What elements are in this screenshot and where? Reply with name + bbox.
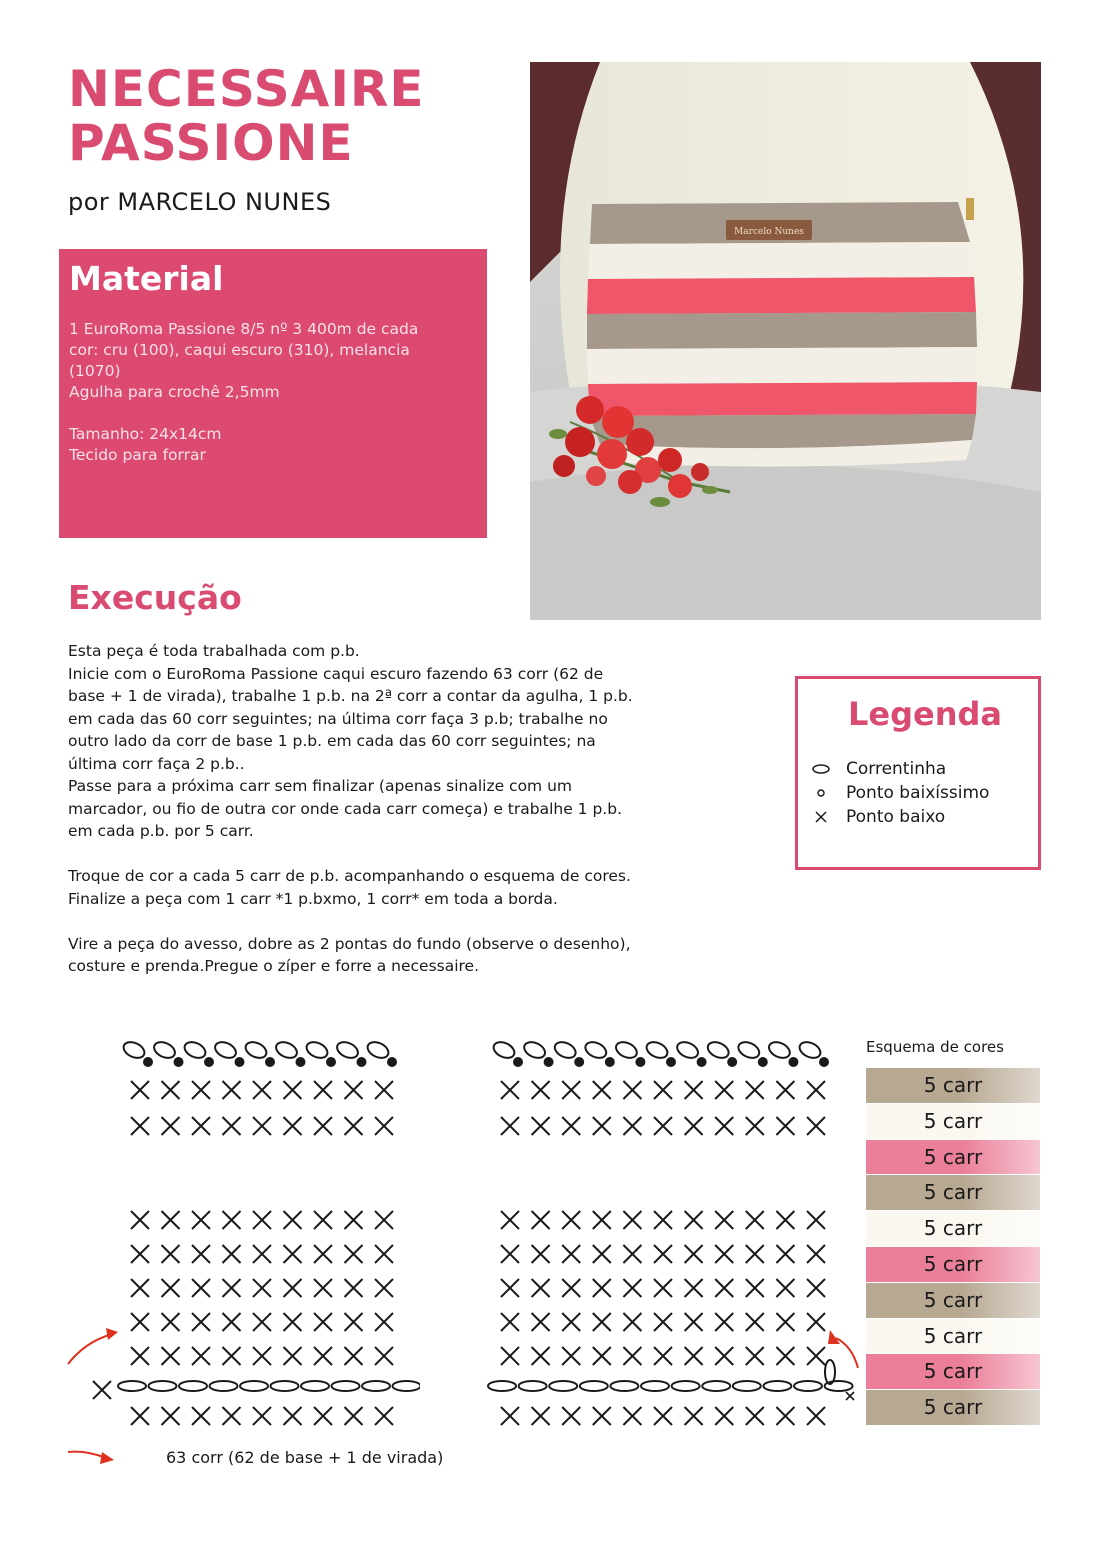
slip-stitch-mark	[758, 1057, 768, 1067]
chain-stitch-mark	[610, 1381, 638, 1391]
single-crochet-mark	[345, 1407, 363, 1425]
slip-stitch-mark	[635, 1057, 645, 1067]
material-line: 1 EuroRoma Passione 8/5 nº 3 400m de cada	[69, 320, 419, 338]
single-crochet-mark	[162, 1347, 180, 1365]
single-crochet-mark	[715, 1117, 733, 1135]
slip-stitch-mark	[666, 1057, 676, 1067]
single-crochet-mark	[314, 1279, 332, 1297]
single-crochet-mark	[284, 1245, 302, 1263]
single-crochet-mark	[685, 1081, 703, 1099]
single-crochet-mark	[746, 1347, 764, 1365]
legend-item-chain: Correntinha	[846, 759, 947, 779]
execucao-line: Troque de cor a cada 5 carr de p.b. acompanhando o esquema de cores.	[68, 867, 631, 885]
single-crochet-mark	[284, 1347, 302, 1365]
single-crochet-mark	[776, 1407, 794, 1425]
single-crochet-mark	[162, 1211, 180, 1229]
single-crochet-mark	[375, 1211, 393, 1229]
chain-stitch-mark	[552, 1039, 578, 1061]
single-crochet-mark	[223, 1279, 241, 1297]
single-crochet-mark	[746, 1279, 764, 1297]
single-crochet-mark	[715, 1313, 733, 1331]
slip-stitch-mark	[727, 1057, 737, 1067]
single-crochet-mark	[375, 1313, 393, 1331]
turn-arrow-head	[828, 1330, 840, 1344]
chain-stitch-mark	[797, 1039, 823, 1061]
color-scheme-row: 5 carr	[866, 1247, 1040, 1283]
single-crochet-mark	[593, 1117, 611, 1135]
single-crochet-mark	[776, 1245, 794, 1263]
execucao-line: Vire a peça do avesso, dobre as 2 pontas do fundo (observe o desenho),	[68, 934, 631, 953]
chain-stitch-mark	[613, 1039, 639, 1061]
single-crochet-mark	[375, 1347, 393, 1365]
single-crochet-mark	[532, 1081, 550, 1099]
color-scheme-row: 5 carr	[866, 1104, 1040, 1140]
single-crochet-mark	[562, 1313, 580, 1331]
single-crochet-mark	[715, 1407, 733, 1425]
execucao-line: costure e prenda.Pregue o zíper e forre a necessaire.	[68, 957, 480, 975]
material-line: Tecido para forrar	[69, 446, 206, 464]
single-crochet-mark	[223, 1313, 241, 1331]
single-crochet-icon	[810, 811, 832, 823]
single-crochet-mark	[562, 1347, 580, 1365]
chain-stitch-mark	[213, 1039, 239, 1061]
chain-stitch-mark	[580, 1381, 608, 1391]
chain-stitch-mark	[304, 1039, 330, 1061]
execucao-spacer	[68, 843, 768, 866]
single-crochet-mark	[532, 1279, 550, 1297]
single-crochet-mark	[131, 1279, 149, 1297]
single-crochet-mark	[131, 1211, 149, 1229]
single-crochet-mark	[532, 1347, 550, 1365]
single-crochet-mark	[162, 1279, 180, 1297]
chain-stitch-mark	[301, 1381, 329, 1391]
slip-stitch-mark	[819, 1057, 829, 1067]
single-crochet-mark	[131, 1081, 149, 1099]
single-crochet-mark	[162, 1313, 180, 1331]
single-crochet-mark	[223, 1211, 241, 1229]
single-crochet-mark	[345, 1347, 363, 1365]
slip-stitch-mark	[788, 1057, 798, 1067]
leather-tag-text: Marcelo Nunes	[734, 227, 804, 237]
single-crochet-mark	[623, 1117, 641, 1135]
chain-stitch-mark	[491, 1039, 517, 1061]
material-box	[59, 249, 487, 538]
single-crochet-mark	[284, 1081, 302, 1099]
single-crochet-mark	[715, 1211, 733, 1229]
single-crochet-mark	[501, 1313, 519, 1331]
single-crochet-mark	[746, 1313, 764, 1331]
single-crochet-mark	[345, 1211, 363, 1229]
page-title	[68, 62, 425, 170]
chain-stitch-mark	[583, 1039, 609, 1061]
single-crochet-mark	[746, 1211, 764, 1229]
single-crochet-mark	[162, 1081, 180, 1099]
single-crochet-mark	[501, 1279, 519, 1297]
single-crochet-mark	[192, 1245, 210, 1263]
single-crochet-mark	[593, 1347, 611, 1365]
single-crochet-mark	[623, 1313, 641, 1331]
legend-box	[795, 676, 1041, 870]
single-crochet-mark	[314, 1407, 332, 1425]
chain-stitch-icon	[810, 763, 832, 775]
single-crochet-mark	[131, 1347, 149, 1365]
single-crochet-mark	[253, 1407, 271, 1425]
footnote: 63 corr (62 de base + 1 de virada)	[166, 1448, 444, 1467]
single-crochet-mark	[593, 1211, 611, 1229]
color-scheme-table	[866, 1068, 1040, 1426]
single-crochet-mark	[345, 1279, 363, 1297]
single-crochet-mark	[501, 1211, 519, 1229]
material-line: (1070)	[69, 362, 121, 380]
chain-stitch-mark	[641, 1381, 669, 1391]
single-crochet-mark	[253, 1245, 271, 1263]
single-crochet-mark	[807, 1245, 825, 1263]
single-crochet-mark	[284, 1117, 302, 1135]
single-crochet-mark	[562, 1081, 580, 1099]
chain-stitch-mark	[149, 1381, 177, 1391]
color-scheme-title: Esquema de cores	[866, 1038, 1004, 1056]
chain-stitch-mark	[705, 1039, 731, 1061]
single-crochet-mark	[314, 1245, 332, 1263]
chain-stitch-mark	[549, 1381, 577, 1391]
single-crochet-mark	[562, 1407, 580, 1425]
single-crochet-mark	[131, 1313, 149, 1331]
single-crochet-mark	[654, 1211, 672, 1229]
single-crochet-mark	[223, 1117, 241, 1135]
single-crochet-mark	[501, 1081, 519, 1099]
chain-stitch-mark	[243, 1039, 269, 1061]
single-crochet-mark	[501, 1117, 519, 1135]
material-line: Tamanho: 24x14cm	[69, 425, 222, 443]
single-crochet-mark	[654, 1117, 672, 1135]
execucao-line: Passe para a próxima carr sem finalizar (apenas sinalize com um	[68, 777, 573, 795]
chain-stitch-mark	[766, 1039, 792, 1061]
single-crochet-mark	[284, 1211, 302, 1229]
legend-heading: Legenda	[848, 695, 1002, 733]
slip-stitch-mark	[574, 1057, 584, 1067]
single-crochet-mark	[593, 1407, 611, 1425]
single-crochet-mark	[131, 1117, 149, 1135]
title-line-2: PASSIONE	[68, 114, 354, 172]
single-crochet-mark	[284, 1279, 302, 1297]
single-crochet-mark	[623, 1407, 641, 1425]
single-crochet-mark	[623, 1279, 641, 1297]
red-arrow-icon	[66, 1446, 126, 1468]
material-heading: Material	[69, 259, 224, 298]
single-crochet-mark	[654, 1279, 672, 1297]
single-crochet-mark	[593, 1313, 611, 1331]
single-crochet-mark	[223, 1347, 241, 1365]
chain-stitch-mark	[672, 1381, 700, 1391]
single-crochet-mark	[532, 1117, 550, 1135]
chain-stitch-mark	[335, 1039, 361, 1061]
color-scheme-row: 5 carr	[866, 1140, 1040, 1176]
single-crochet-mark	[192, 1279, 210, 1297]
single-crochet-mark	[192, 1407, 210, 1425]
single-crochet-mark	[253, 1117, 271, 1135]
chain-stitch-mark	[182, 1039, 208, 1061]
chain-stitch-mark	[733, 1381, 761, 1391]
single-crochet-mark	[93, 1381, 111, 1399]
execucao-line: Inicie com o EuroRoma Passione caqui escuro fazendo 63 corr (62 de	[68, 664, 604, 683]
single-crochet-mark	[375, 1117, 393, 1135]
single-crochet-mark	[375, 1407, 393, 1425]
slip-stitch-mark	[697, 1057, 707, 1067]
single-crochet-mark	[807, 1279, 825, 1297]
single-crochet-mark	[807, 1211, 825, 1229]
crochet-chart-left	[60, 1030, 420, 1440]
chain-stitch-mark	[522, 1039, 548, 1061]
single-crochet-mark	[192, 1211, 210, 1229]
single-crochet-mark	[776, 1279, 794, 1297]
execucao-line: em cada p.b. por 5 carr.	[68, 822, 254, 840]
single-crochet-mark	[685, 1279, 703, 1297]
single-crochet-mark	[253, 1081, 271, 1099]
chain-stitch-mark	[736, 1039, 762, 1061]
single-crochet-mark	[776, 1347, 794, 1365]
single-crochet-mark	[623, 1211, 641, 1229]
single-crochet-mark	[501, 1245, 519, 1263]
turn-arrow	[836, 1338, 858, 1368]
chain-stitch-mark	[274, 1039, 300, 1061]
single-crochet-mark	[345, 1081, 363, 1099]
single-crochet-mark	[715, 1081, 733, 1099]
single-crochet-mark	[284, 1313, 302, 1331]
single-crochet-mark	[776, 1117, 794, 1135]
chain-stitch-mark	[179, 1381, 207, 1391]
single-crochet-mark	[807, 1117, 825, 1135]
slip-stitch-mark	[174, 1057, 184, 1067]
slip-stitch-mark	[605, 1057, 615, 1067]
single-crochet-mark	[807, 1407, 825, 1425]
color-scheme-row: 5 carr	[866, 1354, 1040, 1390]
single-crochet-mark	[776, 1081, 794, 1099]
single-crochet-mark	[532, 1211, 550, 1229]
execucao-line: base + 1 de virada), trabalhe 1 p.b. na 2ª corr a contar da agulha, 1 p.b.	[68, 687, 633, 705]
chain-stitch-mark	[210, 1381, 238, 1391]
single-crochet-mark	[746, 1081, 764, 1099]
single-crochet-mark	[685, 1245, 703, 1263]
slip-stitch-mark	[544, 1057, 554, 1067]
chain-stitch-mark	[675, 1039, 701, 1061]
single-crochet-mark	[192, 1117, 210, 1135]
single-crochet-mark	[314, 1313, 332, 1331]
slip-stitch-mark	[143, 1057, 153, 1067]
single-crochet-mark	[715, 1347, 733, 1365]
bag-stripes	[587, 202, 977, 467]
single-crochet-mark	[562, 1279, 580, 1297]
color-scheme-row: 5 carr	[866, 1319, 1040, 1355]
single-crochet-mark	[593, 1081, 611, 1099]
single-crochet-mark	[654, 1081, 672, 1099]
slip-stitch-mark	[204, 1057, 214, 1067]
legend-item-slip: Ponto baixíssimo	[846, 783, 990, 803]
execucao-line: Finalize a peça com 1 carr *1 p.bxmo, 1 corr* em toda a borda.	[68, 889, 558, 908]
single-crochet-mark	[654, 1407, 672, 1425]
single-crochet-mark	[685, 1211, 703, 1229]
single-crochet-mark	[501, 1407, 519, 1425]
single-crochet-mark	[223, 1407, 241, 1425]
single-crochet-mark	[253, 1279, 271, 1297]
slip-stitch-icon	[810, 787, 832, 799]
crochet-chart-right	[480, 1030, 870, 1440]
material-line: cor: cru (100), caqui escuro (310), melancia	[69, 341, 410, 359]
single-crochet-mark	[345, 1313, 363, 1331]
single-crochet-mark	[501, 1347, 519, 1365]
execucao-line: Esta peça é toda trabalhada com p.b.	[68, 642, 360, 660]
single-crochet-mark	[562, 1117, 580, 1135]
chain-stitch-mark	[702, 1381, 730, 1391]
chain-stitch-mark	[763, 1381, 791, 1391]
slip-stitch-mark	[265, 1057, 275, 1067]
single-crochet-mark	[746, 1245, 764, 1263]
slip-stitch-mark	[357, 1057, 367, 1067]
color-scheme-row: 5 carr	[866, 1175, 1040, 1211]
execucao-line: outro lado da corr de base 1 p.b. em cada das 60 corr seguintes; na	[68, 732, 596, 750]
single-crochet-mark	[253, 1313, 271, 1331]
material-spacer	[69, 403, 477, 424]
single-crochet-mark	[654, 1313, 672, 1331]
slip-stitch-mark	[513, 1057, 523, 1067]
single-crochet-mark	[162, 1117, 180, 1135]
slip-stitch-mark	[387, 1057, 397, 1067]
single-crochet-mark	[715, 1245, 733, 1263]
single-crochet-mark	[253, 1211, 271, 1229]
single-crochet-mark	[314, 1081, 332, 1099]
slip-stitch-mark	[296, 1057, 306, 1067]
chain-stitch-mark	[332, 1381, 360, 1391]
slip-stitch-mark	[326, 1057, 336, 1067]
turn-arrow-head	[106, 1328, 118, 1340]
chain-stitch-mark	[393, 1381, 421, 1391]
color-scheme-row: 5 carr	[866, 1283, 1040, 1319]
chain-stitch-mark	[365, 1039, 391, 1061]
single-crochet-mark	[532, 1313, 550, 1331]
single-crochet-mark	[375, 1245, 393, 1263]
single-crochet-mark	[685, 1407, 703, 1425]
single-crochet-mark	[192, 1347, 210, 1365]
chain-stitch-mark	[152, 1039, 178, 1061]
title-line-1: NECESSAIRE	[68, 60, 425, 118]
single-crochet-mark	[375, 1081, 393, 1099]
single-crochet-mark	[593, 1279, 611, 1297]
single-crochet-mark	[623, 1347, 641, 1365]
single-crochet-mark	[345, 1245, 363, 1263]
execucao-spacer	[68, 910, 768, 933]
single-crochet-mark	[846, 1392, 854, 1400]
color-scheme-row: 5 carr	[866, 1068, 1040, 1104]
chain-stitch-mark	[118, 1381, 146, 1391]
chain-stitch-mark	[519, 1381, 547, 1391]
single-crochet-mark	[807, 1081, 825, 1099]
single-crochet-mark	[685, 1117, 703, 1135]
single-crochet-mark	[192, 1313, 210, 1331]
single-crochet-mark	[623, 1081, 641, 1099]
author: por MARCELO NUNES	[68, 188, 332, 216]
single-crochet-mark	[776, 1313, 794, 1331]
product-photo	[530, 62, 1041, 620]
single-crochet-mark	[746, 1407, 764, 1425]
chain-stitch-mark	[488, 1381, 516, 1391]
single-crochet-mark	[532, 1407, 550, 1425]
single-crochet-mark	[623, 1245, 641, 1263]
single-crochet-mark	[131, 1407, 149, 1425]
chain-stitch-mark	[825, 1360, 835, 1384]
single-crochet-mark	[715, 1279, 733, 1297]
single-crochet-mark	[314, 1347, 332, 1365]
single-crochet-mark	[562, 1211, 580, 1229]
execucao-line: última corr faça 2 p.b..	[68, 754, 245, 773]
single-crochet-mark	[314, 1117, 332, 1135]
single-crochet-mark	[284, 1407, 302, 1425]
single-crochet-mark	[314, 1211, 332, 1229]
material-line: Agulha para crochê 2,5mm	[69, 383, 280, 401]
single-crochet-mark	[162, 1245, 180, 1263]
single-crochet-mark	[192, 1081, 210, 1099]
single-crochet-mark	[685, 1347, 703, 1365]
single-crochet-mark	[807, 1313, 825, 1331]
legend-item-single: Ponto baixo	[846, 807, 946, 827]
single-crochet-mark	[593, 1245, 611, 1263]
chain-stitch-mark	[271, 1381, 299, 1391]
single-crochet-mark	[375, 1279, 393, 1297]
slip-stitch-mark	[235, 1057, 245, 1067]
single-crochet-mark	[131, 1245, 149, 1263]
single-crochet-mark	[345, 1117, 363, 1135]
chain-stitch-mark	[240, 1381, 268, 1391]
single-crochet-mark	[746, 1117, 764, 1135]
single-crochet-mark	[807, 1347, 825, 1365]
single-crochet-mark	[223, 1245, 241, 1263]
single-crochet-mark	[562, 1245, 580, 1263]
chain-stitch-mark	[121, 1039, 147, 1061]
execucao-text	[68, 640, 768, 978]
execucao-line: marcador, ou fio de outra cor onde cada carr começa) e trabalhe 1 p.b.	[68, 799, 623, 818]
color-scheme-row: 5 carr	[866, 1211, 1040, 1247]
chain-stitch-mark	[644, 1039, 670, 1061]
execucao-heading: Execução	[68, 578, 242, 617]
chain-stitch-mark	[794, 1381, 822, 1391]
single-crochet-mark	[532, 1245, 550, 1263]
turn-arrow	[68, 1334, 112, 1364]
single-crochet-mark	[654, 1347, 672, 1365]
execucao-line: em cada das 60 corr seguintes; na última corr faça 3 p.b; trabalhe no	[68, 709, 608, 728]
color-scheme-row: 5 carr	[866, 1390, 1040, 1426]
single-crochet-mark	[776, 1211, 794, 1229]
single-crochet-mark	[685, 1313, 703, 1331]
single-crochet-mark	[162, 1407, 180, 1425]
single-crochet-mark	[223, 1081, 241, 1099]
single-crochet-mark	[253, 1347, 271, 1365]
single-crochet-mark	[654, 1245, 672, 1263]
chain-stitch-mark	[362, 1381, 390, 1391]
